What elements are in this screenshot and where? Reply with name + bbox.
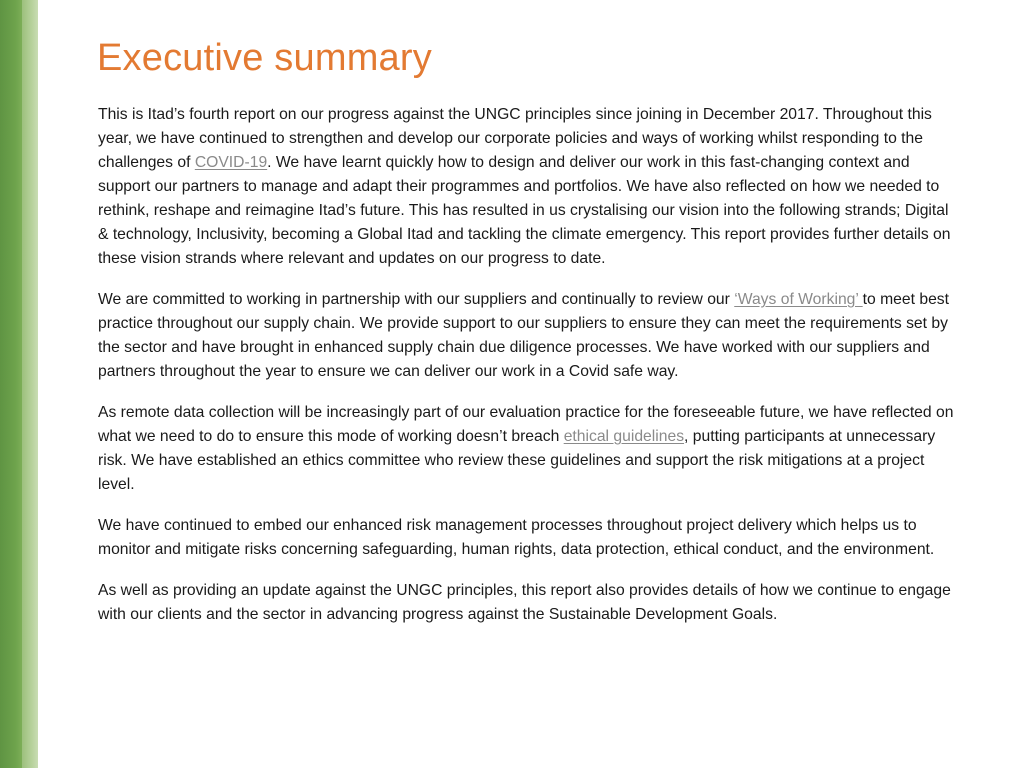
paragraph-intro-text-after: . We have learnt quickly how to design and deliver our work in this fast-changing context and support our partners to manage and adapt their programmes and portfolios. We have also reflected on how we needed to rethink, reshape and reimagine Itad’s future. This has resulted in us crystalising our vision into the following strands; Digital & technology, Inclusivity, becoming a Global Itad and tackling the climate emergency. This report provides further details on these vision strands where relevant and updates on our progress to date. [98,154,951,267]
paragraph-risk-management: We have continued to embed our enhanced risk management processes throughout project delivery which helps us to monitor and mitigate risks concerning safeguarding, human rights, data protection, ethical conduct, and the environment. [98,517,935,558]
paragraph-suppliers-text-after: to meet best practice throughout our supply chain. We provide support to our suppliers to ensure they can meet the requirements set by the sector and have brought in enhanced supply chain due diligence processes. We have worked with our suppliers and partners throughout the year to ensure we can deliver our work in a Covid safe way. [98,291,949,380]
paragraph-intro [98,103,960,271]
side-band-light [22,0,38,768]
ethical-guidelines-link[interactable]: ethical guidelines [563,428,685,445]
page-title: Executive summary [97,37,432,79]
paragraph-suppliers-text-before: We are committed to working in partnership with our suppliers and continually to review our [98,291,735,308]
body-text [98,103,960,644]
paragraph-remote-data [98,401,960,497]
side-band-dark [0,0,22,768]
paragraph-remote-data-text-after: , putting participants at unnecessary risk. We have established an ethics committee who review these guidelines and support the risk mitigations at a project level. [98,428,936,493]
paragraph-remote-data-text-before: As remote data collection will be increasingly part of our evaluation practice for the foreseeable future, we have reflected on what we need to do to ensure this mode of working doesn’t breach [98,404,954,445]
covid-19-link[interactable]: COVID-19 [194,154,268,171]
ways-of-working-link[interactable]: ‘Ways of Working’ [734,291,863,308]
paragraph-sdgs: As well as providing an update against the UNGC principles, this report also provides details of how we continue to engage with our clients and the sector in advancing progress against the Sustainable Development Goals. [98,582,951,623]
paragraph-suppliers [98,288,960,384]
paragraph-intro-text-before: This is Itad’s fourth report on our progress against the UNGC principles since joining in December 2017. Throughout this year, we have continued to strengthen and develop our corporate policies and ways of working whilst responding to the challenges of [98,106,932,171]
